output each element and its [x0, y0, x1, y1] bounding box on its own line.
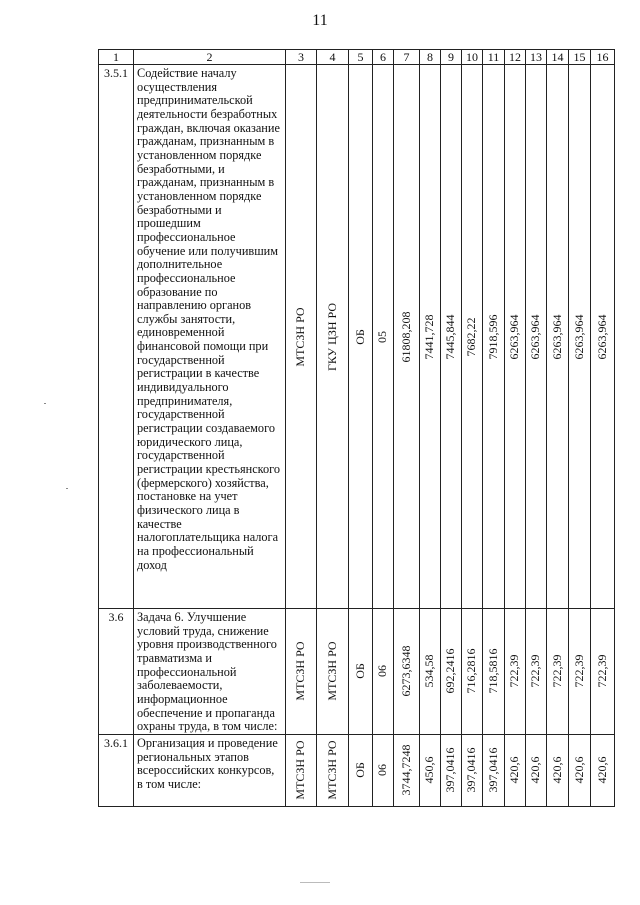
value-text: 6263,964	[571, 314, 586, 359]
value-text: 397,0416	[485, 747, 500, 793]
header-cell: 1	[99, 50, 134, 65]
value-text: 397,0416	[443, 747, 458, 793]
value-text: 7441,728	[422, 314, 437, 359]
value-cell	[394, 65, 420, 609]
value-text: 420,6	[571, 756, 586, 784]
value-text: 716,2816	[464, 648, 479, 694]
code-cell	[373, 65, 394, 609]
value-cell	[526, 65, 547, 609]
value-cell	[591, 734, 615, 806]
executor-text: МТСЗН РО	[293, 740, 308, 800]
header-cell: 6	[373, 50, 394, 65]
value-text: 7445,844	[443, 314, 458, 359]
source-text: ОБ	[352, 762, 367, 779]
value-text: 420,6	[507, 756, 522, 784]
header-cell: 5	[349, 50, 373, 65]
source-text: ОБ	[352, 328, 367, 345]
code-text: 06	[375, 665, 390, 678]
value-cell	[420, 65, 441, 609]
value-cell	[462, 734, 483, 806]
table-row	[99, 734, 615, 806]
row-description: Организация и проведение региональных этапов всероссийских конкурсов, в том числе:	[134, 734, 286, 806]
budget-table	[98, 49, 615, 807]
source-cell	[349, 609, 373, 735]
value-text: 534,58	[422, 654, 437, 688]
value-cell	[483, 65, 505, 609]
executor-text: МТСЗН РО	[293, 641, 308, 702]
value-cell	[547, 734, 569, 806]
value-cell	[483, 734, 505, 806]
source-text: ОБ	[352, 663, 367, 680]
value-text: 420,6	[549, 756, 564, 784]
value-cell	[420, 734, 441, 806]
row-description: Задача 6. Улучшение условий труда, снижение уровня производственного травматизма и профессиональной заболеваемости, информационное обеспечение и пропаганда охраны труда, в том числе:	[134, 609, 286, 735]
row-number: 3.6.1	[99, 734, 134, 806]
value-text: 450,6	[422, 756, 437, 784]
value-cell	[569, 65, 591, 609]
header-cell: 15	[569, 50, 591, 65]
value-cell	[547, 609, 569, 735]
value-cell	[547, 65, 569, 609]
row-number: 3.6	[99, 609, 134, 735]
value-cell	[505, 734, 526, 806]
value-cell	[462, 65, 483, 609]
header-cell: 12	[505, 50, 526, 65]
value-text: 7682,22	[464, 317, 479, 356]
participant-text: ГКУ ЦЗН РО	[324, 302, 339, 371]
header-cell: 2	[134, 50, 286, 65]
code-text: 06	[375, 764, 390, 777]
header-cell: 4	[317, 50, 349, 65]
header-cell: 3	[286, 50, 317, 65]
value-cell	[483, 609, 505, 735]
value-cell	[569, 734, 591, 806]
header-cell: 13	[526, 50, 547, 65]
source-cell	[349, 734, 373, 806]
code-cell	[373, 609, 394, 735]
row-number: 3.5.1	[99, 65, 134, 609]
value-cell	[441, 734, 462, 806]
value-cell	[505, 609, 526, 735]
value-cell	[394, 609, 420, 735]
participant-cell	[317, 609, 349, 735]
scan-speck	[300, 882, 330, 883]
value-text: 61808,208	[398, 311, 413, 362]
scan-speck	[44, 403, 46, 404]
code-cell	[373, 734, 394, 806]
table-row	[99, 609, 615, 735]
header-cell: 14	[547, 50, 569, 65]
value-cell	[505, 65, 526, 609]
header-cell: 8	[420, 50, 441, 65]
value-cell	[569, 609, 591, 735]
value-cell	[526, 734, 547, 806]
value-cell	[441, 609, 462, 735]
header-cell: 10	[462, 50, 483, 65]
value-cell	[420, 609, 441, 735]
executor-cell	[286, 65, 317, 609]
value-text: 6263,964	[528, 314, 543, 359]
participant-cell	[317, 734, 349, 806]
value-text: 722,39	[549, 654, 564, 688]
value-text: 722,39	[507, 654, 522, 688]
value-cell	[462, 609, 483, 735]
value-text: 420,6	[528, 756, 543, 784]
header-cell: 7	[394, 50, 420, 65]
header-cell: 16	[591, 50, 615, 65]
header-row	[99, 50, 615, 65]
header-cell: 9	[441, 50, 462, 65]
value-text: 6273,6348	[398, 645, 413, 697]
value-text: 722,39	[594, 654, 609, 688]
participant-text: МТСЗН РО	[324, 641, 339, 702]
code-text: 05	[375, 330, 390, 343]
page-number: 11	[312, 12, 328, 29]
value-cell	[394, 734, 420, 806]
value-text: 718,5816	[485, 648, 500, 694]
executor-cell	[286, 734, 317, 806]
value-text: 7918,596	[485, 314, 500, 359]
row-description: Содействие началу осуществления предпринимательской деятельности безработных граждан, включая оказание гражданам, признанным в установленном порядке безработными, и гражданам, признанным в установленном порядке безработными и прошедшим профессиональное обучение или получившим дополнительное профессиональное образование по направлению органов службы занятости, единовременной финансовой помощи при государственной регистрации в качестве индивидуального предпринимателя, государственной регистрации создаваемого юридического лица, государственной регистрации крестьянского (фермерского) хозяйства, постановке на учет физического лица в качестве налогоплательщика налога на профессиональный доход	[134, 65, 286, 609]
value-cell	[591, 65, 615, 609]
value-text: 3744,7248	[398, 744, 413, 796]
executor-cell	[286, 609, 317, 735]
scan-speck	[66, 488, 68, 489]
executor-text: МТСЗН РО	[293, 306, 308, 367]
participant-cell	[317, 65, 349, 609]
value-text: 6263,964	[549, 314, 564, 359]
value-text: 722,39	[571, 654, 586, 688]
source-cell	[349, 65, 373, 609]
value-cell	[591, 609, 615, 735]
value-text: 722,39	[528, 654, 543, 688]
value-text: 6263,964	[594, 314, 609, 359]
participant-text: МТСЗН РО	[324, 740, 339, 800]
value-text: 397,0416	[464, 747, 479, 793]
value-cell	[441, 65, 462, 609]
value-cell	[526, 609, 547, 735]
table-row	[99, 65, 615, 609]
value-text: 420,6	[594, 756, 609, 784]
header-cell: 11	[483, 50, 505, 65]
value-text: 692,2416	[443, 648, 458, 694]
value-text: 6263,964	[507, 314, 522, 359]
